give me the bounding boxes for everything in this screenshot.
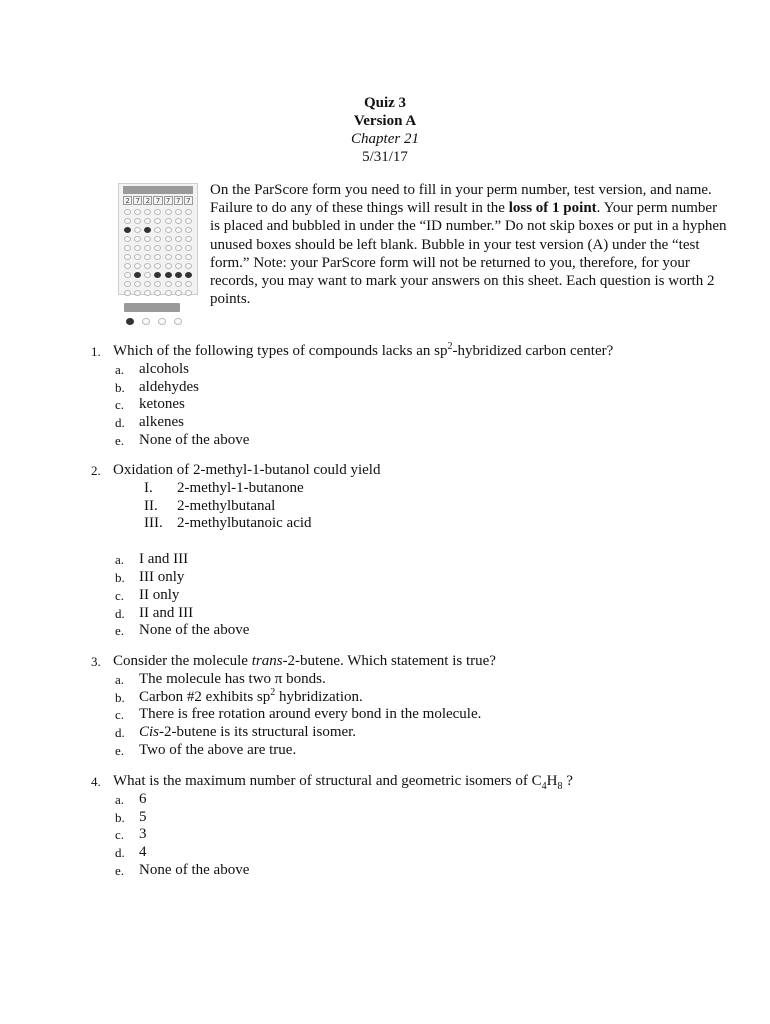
id-bubble	[134, 218, 141, 224]
option-letter: d.	[115, 725, 125, 741]
id-bubble-row	[124, 234, 192, 243]
option-letter: d.	[115, 605, 125, 621]
option-text: Carbon #2 exhibits $sp^2$ hybridization.	[139, 686, 363, 705]
roman-numeral: II.	[144, 497, 158, 514]
id-bubble	[185, 245, 192, 251]
option-letter: c.	[115, 397, 125, 413]
id-bubble	[134, 263, 141, 269]
test-form-bubble-c	[158, 318, 166, 325]
id-bubble	[124, 236, 131, 242]
test-form-bubble-a	[126, 318, 134, 325]
parscore-form-image	[118, 183, 196, 325]
option-letter: a.	[115, 671, 125, 687]
id-bubble	[175, 209, 182, 215]
id-bubble	[165, 209, 172, 215]
id-bubble	[134, 281, 141, 287]
quiz-chapter: Chapter 21	[351, 131, 419, 147]
id-written-digit: 2	[123, 196, 132, 205]
header	[0, 94, 770, 166]
id-bubble	[175, 290, 182, 296]
id-bubble	[124, 218, 131, 224]
id-written-digits	[123, 196, 193, 205]
option-text: aldehydes	[139, 378, 199, 395]
option-letter: b.	[115, 569, 125, 585]
id-bubble-row	[124, 261, 192, 270]
option-letter: e.	[115, 623, 125, 639]
id-bubble	[144, 245, 151, 251]
option-letter: c.	[115, 587, 125, 603]
id-written-digit: 7	[174, 196, 183, 205]
id-bubble	[165, 245, 172, 251]
id-bubble	[124, 263, 131, 269]
id-bubble-row	[124, 252, 192, 261]
id-bubble	[134, 245, 141, 251]
id-bubble	[154, 218, 161, 224]
id-bubble	[185, 281, 192, 287]
id-bubble	[165, 290, 172, 296]
question-number: 3.	[91, 654, 101, 669]
id-bubble	[134, 290, 141, 296]
id-bubble	[185, 227, 192, 233]
question-number: 1.	[91, 344, 101, 359]
test-form-bubbles	[126, 318, 196, 325]
option-letter: d.	[115, 415, 125, 431]
question-4	[91, 773, 573, 880]
option-letter: a.	[115, 361, 125, 377]
option-letter: e.	[115, 742, 125, 758]
question-text: What is the maximum number of structural and geometric isomers of $C_4H_8$ ?	[113, 773, 573, 792]
option-letter: b.	[115, 689, 125, 705]
id-bubble	[144, 218, 151, 224]
id-bubble	[175, 263, 182, 269]
option-letter: d.	[115, 845, 125, 861]
id-bubble	[124, 209, 131, 215]
id-bubble	[144, 272, 151, 278]
option-letter: b.	[115, 379, 125, 395]
option-text: ketones	[139, 396, 185, 413]
option-text: II only	[139, 586, 180, 603]
option-text: alkenes	[139, 414, 184, 431]
id-bubble	[165, 227, 172, 233]
roman-text: 2-methylbutanoic acid	[177, 515, 312, 532]
id-bubble	[185, 290, 192, 296]
option-text: 3	[139, 826, 147, 843]
id-bubble	[134, 254, 141, 260]
id-written-digit: 7	[153, 196, 162, 205]
id-bubble	[134, 227, 141, 233]
id-bubble	[144, 236, 151, 242]
option-text: None of the above	[139, 622, 250, 639]
id-bubble	[144, 281, 151, 287]
option-letter: b.	[115, 809, 125, 825]
id-bubble	[124, 245, 131, 251]
id-bubble-row	[124, 270, 192, 279]
id-bubble	[185, 263, 192, 269]
id-bubble	[154, 281, 161, 287]
id-bubble	[175, 272, 182, 278]
quiz-version: Version A	[353, 113, 417, 129]
id-bubble	[165, 236, 172, 242]
instructions-text-1: On the ParScore form you need to fill in your perm number, test version, and name. Failure to do any of these things will result in the	[210, 182, 712, 217]
id-bubble	[185, 236, 192, 242]
option-text: III only	[139, 568, 185, 585]
id-bubble	[134, 272, 141, 278]
id-bubble	[144, 290, 151, 296]
id-bubble	[165, 272, 172, 278]
id-written-digit: 7	[184, 196, 193, 205]
id-bubble	[154, 227, 161, 233]
id-bubble-row	[124, 279, 192, 288]
id-bubble	[165, 254, 172, 260]
option-letter: e.	[115, 432, 125, 448]
roman-numeral: III.	[144, 515, 163, 532]
option-letter: a.	[115, 791, 125, 807]
id-bubble	[134, 209, 141, 215]
roman-text: 2-methylbutanal	[177, 497, 276, 514]
id-bubble	[185, 272, 192, 278]
question-number: 2.	[91, 463, 101, 478]
option-text: 4	[139, 844, 147, 861]
id-written-digit: 7	[133, 196, 142, 205]
id-bubble-row	[124, 225, 192, 234]
id-bubble-row	[124, 216, 192, 225]
option-text: 6	[139, 790, 147, 807]
id-bubble	[154, 209, 161, 215]
option-text: The molecule has two π bonds.	[139, 670, 326, 687]
option-text: 5	[139, 808, 147, 825]
option-letter: c.	[115, 707, 125, 723]
roman-text: 2-methyl-1-butanone	[177, 479, 304, 496]
option-letter: e.	[115, 862, 125, 878]
question-number: 4.	[91, 774, 101, 789]
id-bubble	[154, 263, 161, 269]
id-bubble-row	[124, 207, 192, 216]
id-bubble	[175, 218, 182, 224]
id-bubble	[154, 272, 161, 278]
id-written-digit: 7	[164, 196, 173, 205]
id-bubble	[124, 272, 131, 278]
option-text: alcohols	[139, 360, 189, 377]
option-text: I and III	[139, 551, 189, 568]
quiz-date: 5/31/17	[362, 149, 408, 165]
id-bubble	[154, 290, 161, 296]
option-text: Cis-2-butene is its structural isomer.	[139, 724, 357, 741]
question-1	[91, 343, 613, 450]
id-bubble	[175, 254, 182, 260]
id-bubble	[144, 227, 151, 233]
option-text: II and III	[139, 604, 194, 621]
option-letter: a.	[115, 552, 125, 568]
id-bubble	[144, 263, 151, 269]
test-form-bubble-b	[142, 318, 150, 325]
option-letter: c.	[115, 827, 125, 843]
id-bubble	[175, 281, 182, 287]
id-bubble-row	[124, 288, 192, 297]
id-bubble	[134, 236, 141, 242]
id-bubble	[175, 236, 182, 242]
id-bubble	[175, 245, 182, 251]
instructions-bold: loss of 1 point	[508, 200, 597, 217]
id-bubble	[154, 245, 161, 251]
id-written-digit: 2	[143, 196, 152, 205]
id-bubble	[165, 218, 172, 224]
option-text: Two of the above are true.	[139, 741, 297, 758]
instructions-paragraph	[210, 181, 730, 308]
id-bubble-row	[124, 243, 192, 252]
question-2	[91, 462, 380, 640]
id-bubble	[144, 254, 151, 260]
id-bubble	[124, 227, 131, 233]
id-bubble	[124, 254, 131, 260]
question-text: Consider the molecule trans-2-butene. Which statement is true?	[113, 653, 496, 669]
id-bubble	[165, 263, 172, 269]
id-bubble	[185, 218, 192, 224]
id-bubble	[185, 254, 192, 260]
id-bubble	[154, 236, 161, 242]
id-bubble	[185, 209, 192, 215]
id-bubble	[175, 227, 182, 233]
id-bubble	[124, 281, 131, 287]
option-text: There is free rotation around every bond in the molecule.	[139, 706, 482, 723]
instructions-text-2: . Your perm number is placed and bubbled in under the “ID number.” Do not skip boxes or put in a hyphen unused boxes should be left blank. Bubble in your test version (A) under the “test form.” Note: your ParScore form will not be returned to you, therefore, for your records, you may want to mark your answers on this sheet. Each question is worth 2 points.	[210, 200, 727, 308]
id-bubble	[144, 209, 151, 215]
test-form-header	[124, 303, 180, 312]
option-text: None of the above	[139, 861, 250, 878]
id-bubble	[124, 290, 131, 296]
question-text: Oxidation of 2-methyl-1-butanol could yield	[113, 462, 381, 478]
id-bubble	[165, 281, 172, 287]
question-3	[91, 653, 496, 760]
quiz-title: Quiz 3	[363, 95, 407, 111]
id-number-grid	[118, 183, 198, 295]
id-bubble	[154, 254, 161, 260]
option-text: None of the above	[139, 431, 250, 448]
question-text: Which of the following types of compounds lacks an $sp^2$-hybridized carbon center?	[113, 341, 614, 359]
test-form-bubble-d	[174, 318, 182, 325]
roman-numeral: I.	[144, 479, 153, 496]
id-number-header	[123, 186, 193, 194]
